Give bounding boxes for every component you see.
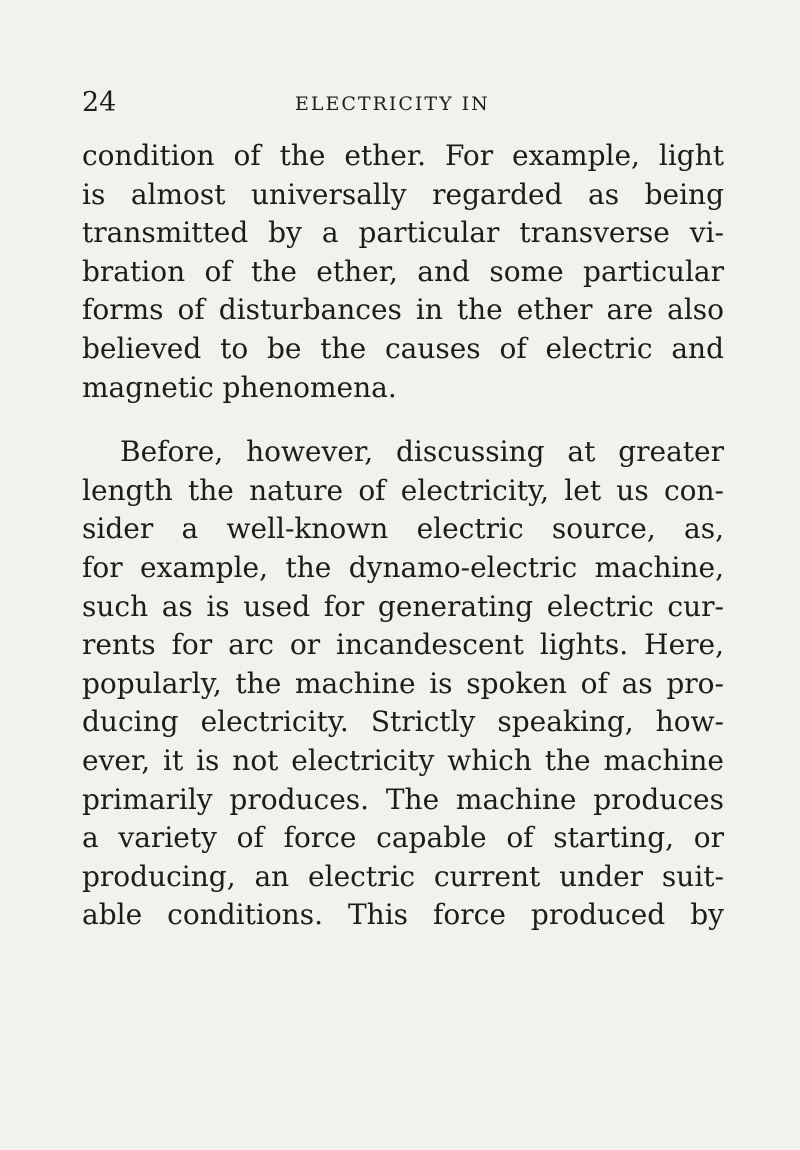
running-head: [82, 86, 722, 120]
page-number: 24: [82, 87, 117, 118]
text-line: transmitted by a particular transverse vi-: [82, 216, 724, 250]
text-line: producing, an electric current under suit-: [82, 859, 724, 893]
text-line: such as is used for generating electric cur-: [82, 589, 724, 623]
text-line: is almost universally regarded as being: [82, 177, 724, 211]
text-line: Before, however, discussing at greater: [120, 435, 724, 469]
text-line: ducing electricity. Strictly speaking, how-: [82, 705, 724, 739]
paragraph-1: [82, 137, 724, 407]
paragraph-2: [82, 433, 724, 935]
text-line: believed to be the causes of electric and: [82, 331, 724, 365]
text-line: forms of disturbances in the ether are also: [82, 293, 724, 327]
text-line: bration of the ether, and some particular: [82, 254, 724, 288]
text-line: condition of the ether. For example, light: [82, 139, 724, 172]
running-header-title: ELECTRICITY IN: [295, 93, 490, 115]
text-line: sider a well-known electric source, as,: [82, 512, 724, 546]
text-line: primarily produces. The machine produces: [82, 782, 724, 816]
text-line: magnetic phenomena.: [82, 370, 397, 404]
body-text: [82, 137, 724, 935]
text-line: popularly, the machine is spoken of as pro-: [82, 666, 724, 700]
text-line: length the nature of electricity, let us con-: [82, 473, 724, 507]
text-line: able conditions. This force produced by: [82, 898, 724, 932]
paragraph-gap: [82, 407, 724, 433]
text-line: ever, it is not electricity which the machine: [82, 743, 724, 777]
text-line: a variety of force capable of starting, or: [82, 821, 724, 855]
text-line: rents for arc or incandescent lights. Here,: [82, 628, 724, 662]
text-line: for example, the dynamo-electric machine,: [82, 550, 724, 584]
